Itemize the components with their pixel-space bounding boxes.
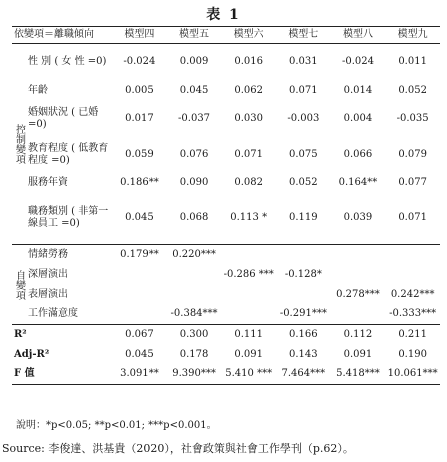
table-cell: 10.061*** — [385, 365, 440, 385]
table-cell: 3.091** — [112, 365, 167, 385]
table-cell: 0.062 — [234, 84, 263, 96]
table-cell: 0.179** — [112, 245, 167, 265]
model-header: 模型八 — [331, 27, 386, 44]
table-cell: -0.024 — [341, 56, 374, 68]
table-cell: 0.119 — [289, 212, 318, 224]
table-cell: 0.014 — [343, 84, 373, 96]
table-cell: 0.090 — [179, 176, 209, 188]
model-header: 模型七 — [276, 27, 331, 44]
table-cell: 0.066 — [343, 148, 373, 160]
model-header: 模型四 — [112, 27, 167, 44]
table-cell: 0.242*** — [390, 288, 435, 300]
table-cell — [112, 265, 167, 285]
table-cell: -0.333*** — [389, 308, 437, 320]
table-cell: -0.037 — [178, 112, 211, 124]
table-row — [12, 245, 440, 265]
table-cell — [331, 265, 386, 285]
row-label: 教育程度 ( 低教育程度 =0) — [28, 142, 109, 166]
table-cell: 0.178 — [179, 348, 209, 360]
table-cell: 0.186** — [120, 176, 159, 188]
table-cell: 0.071 — [234, 148, 263, 160]
table-cell — [112, 305, 167, 325]
table-cell: 0.079 — [398, 148, 427, 160]
table-cell: 0.190 — [398, 348, 427, 360]
table-cell: 0.166 — [276, 325, 331, 345]
table-cell: 0.077 — [398, 176, 427, 188]
model-header: 模型六 — [221, 27, 276, 44]
table-cell — [385, 265, 440, 285]
table-cell: 5.410 *** — [221, 365, 276, 385]
table-cell: 0.113 * — [230, 212, 268, 224]
table-cell: 0.300 — [167, 325, 222, 345]
table-row — [12, 265, 440, 285]
table-cell: 0.071 — [398, 212, 427, 224]
table-cell: 0.220*** — [167, 245, 222, 265]
row-label: 職務類別 ( 非第一線員工 =0) — [28, 206, 109, 230]
row-label: R² — [12, 325, 112, 345]
row-label: 情緒勞務 — [26, 245, 112, 265]
row-label: 性 別 ( 女 性 =0) — [28, 56, 107, 68]
table-cell: 0.039 — [343, 212, 373, 224]
table-cell — [276, 245, 331, 265]
table-row — [12, 365, 440, 385]
table-row — [12, 305, 440, 325]
table-cell: 0.211 — [385, 325, 440, 345]
header-row — [12, 27, 440, 44]
table-cell: 0.009 — [179, 56, 209, 68]
table-title: 表 1 — [206, 7, 241, 23]
table-cell: 0.091 — [234, 348, 263, 360]
table-cell: -0.003 — [287, 112, 320, 124]
table-cell: 5.418*** — [331, 365, 386, 385]
table-row — [12, 285, 440, 305]
table-cell: 0.071 — [289, 84, 318, 96]
table-cell: 0.111 — [221, 325, 276, 345]
table-cell: -0.291*** — [279, 308, 327, 320]
table-cell — [221, 285, 276, 305]
table-cell — [167, 285, 222, 305]
significance-note: 說明：*p<0.05; **p<0.01; ***p<0.001。 — [16, 420, 217, 431]
table-row — [12, 137, 440, 173]
table-cell — [331, 245, 386, 265]
table-cell: 0.016 — [234, 56, 263, 68]
table-cell: 0.075 — [289, 148, 318, 160]
table-cell: 0.052 — [289, 176, 318, 188]
table-cell — [221, 305, 276, 325]
section-label-control: 控制變項 — [13, 124, 25, 164]
table-cell: 0.045 — [179, 84, 209, 96]
table-cell: 0.067 — [112, 325, 167, 345]
table-cell: 0.278*** — [336, 288, 380, 300]
table-cell: -0.128* — [284, 268, 322, 280]
table-row — [12, 345, 440, 365]
model-header: 模型五 — [167, 27, 222, 44]
table-row — [12, 44, 440, 81]
table-cell — [167, 265, 222, 285]
table-cell: 0.068 — [179, 212, 209, 224]
table-cell — [385, 245, 440, 265]
regression-table — [12, 26, 440, 385]
table-cell: 0.143 — [289, 348, 318, 360]
row-label: 婚姻狀況 ( 已婚=0) — [28, 106, 99, 130]
model-header: 模型九 — [385, 27, 440, 44]
table-cell: 0.030 — [234, 112, 263, 124]
table-cell: 0.011 — [398, 56, 427, 68]
table-cell: 0.112 — [331, 325, 386, 345]
table-cell: 0.164** — [338, 176, 378, 188]
table-cell: 9.390*** — [167, 365, 222, 385]
row-label: 表層演出 — [28, 288, 68, 300]
table-cell: 0.076 — [179, 148, 209, 160]
table-cell: 0.045 — [125, 348, 154, 360]
table-row — [12, 81, 440, 101]
table-row — [12, 173, 440, 193]
table-cell: 0.005 — [125, 84, 154, 96]
row-label: F 值 — [12, 365, 112, 385]
table-cell: 0.059 — [125, 148, 154, 160]
table-cell: 0.052 — [398, 84, 427, 96]
table-cell: 0.091 — [343, 348, 373, 360]
table-cell: -0.035 — [396, 112, 429, 124]
table-row — [12, 325, 440, 345]
table-cell: 0.082 — [234, 176, 263, 188]
section-label-independent: 自變項 — [12, 245, 26, 325]
table-cell — [112, 285, 167, 305]
row-label: 工作滿意度 — [28, 308, 78, 320]
table-row — [12, 101, 440, 137]
row-label: 深層演出 — [28, 268, 68, 280]
row-label: Adj-R² — [14, 348, 50, 360]
table-cell: -0.286 *** — [223, 268, 274, 280]
table-cell — [221, 245, 276, 265]
dependent-variable-header: 依變項＝離職傾向 — [12, 27, 112, 44]
table-cell: 7.464*** — [276, 365, 331, 385]
table-cell: 0.004 — [343, 112, 373, 124]
source-citation: Source: 李俊達、洪基貴（2020），社會政策與社會工作學刊（p.62）。 — [2, 442, 354, 455]
row-label: 年齡 — [28, 84, 48, 96]
table-row — [12, 193, 440, 245]
table-cell: 0.045 — [125, 212, 154, 224]
table-cell: -0.384*** — [170, 308, 218, 320]
table-cell — [276, 285, 331, 305]
table-cell: 0.031 — [289, 56, 318, 68]
row-label: 服務年資 — [28, 176, 68, 188]
table-cell: 0.017 — [125, 112, 154, 124]
table-cell: -0.024 — [123, 56, 156, 68]
table-cell — [331, 305, 386, 325]
